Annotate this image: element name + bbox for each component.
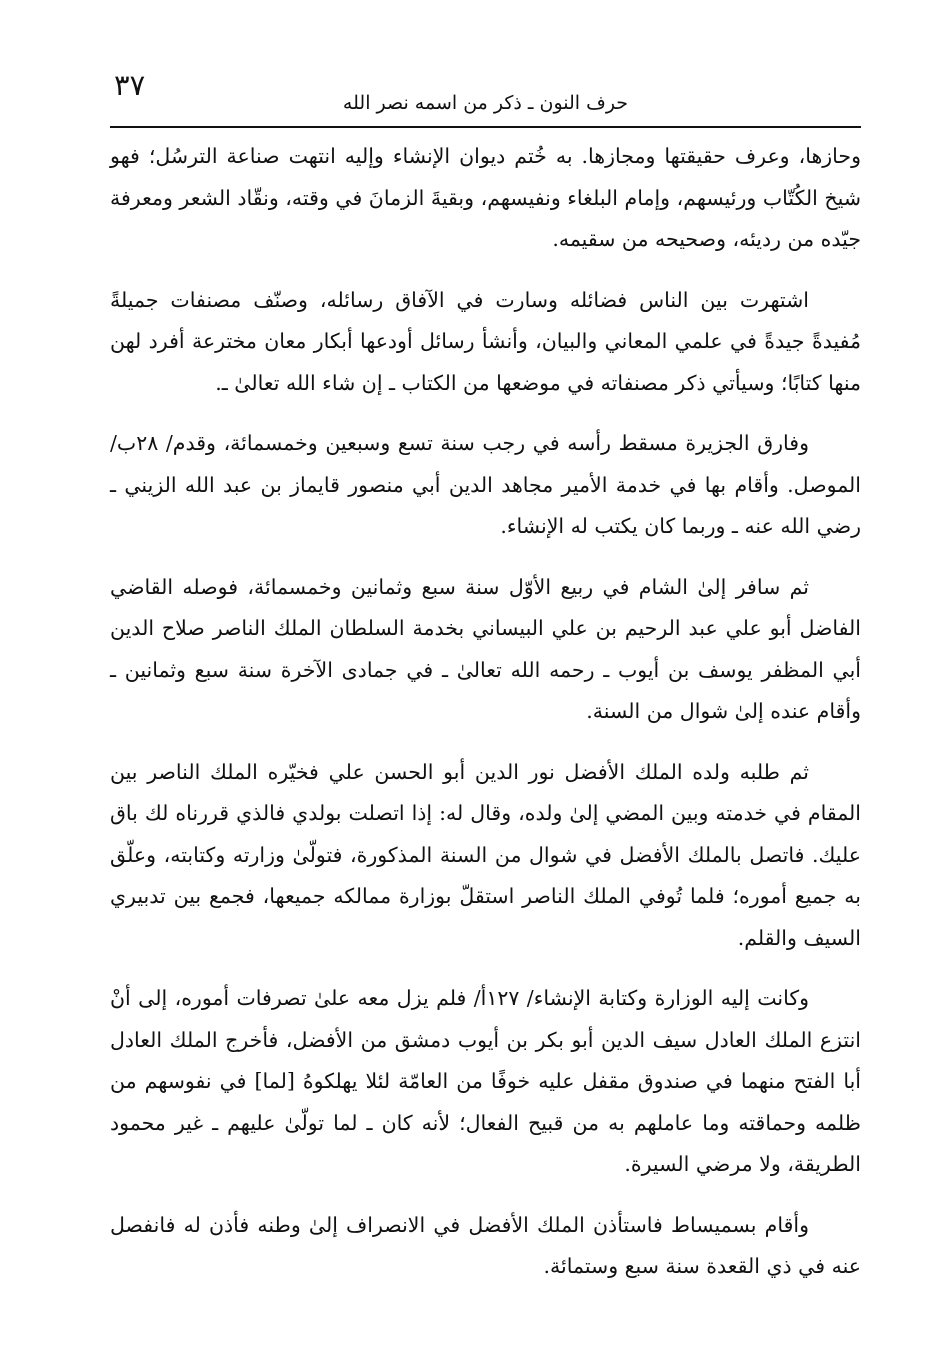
page-number: ٣٧ [114,68,146,102]
page-body [110,136,861,1307]
paragraph: وأقام بسميساط فاستأذن الملك الأفضل في الانصراف إلىٰ وطنه فأذن له فانفصل عنه في ذي القعدة سنة سبع وستمائة. [110,1212,861,1278]
page-header [110,68,861,126]
paragraph: وحازها، وعرف حقيقتها ومجازها. به خُتم ديوان الإنشاء وإليه انتهت صناعة الترسُل؛ فهو شيخ الكُتّاب ورئيسهم، وإمام البلغاء ونفيسهم، وبقيةَ الزمانَ في وقته، ونقّاد الشعر ومعرفة جيّده من رديئه، وصحيحه من سقيمه. [110,144,861,251]
running-title: حرف النون ـ ذكر من اسمه نصر الله [342,92,629,114]
paragraph: وفارق الجزيرة مسقط رأسه في رجب سنة تسع وسبعين وخمسمائة، وقدم/ ٢٨ب/ الموصل. وأقام بها في خدمة الأمير مجاهد الدين أبي منصور قايماز بن عبد الله الزيني ـ رضي الله عنه ـ وربما كان يكتب له الإنشاء. [110,431,861,538]
paragraph: وكانت إليه الوزارة وكتابة الإنشاء/ ١٢٧أ/ فلم يزل معه علىٰ تصرفات أموره، إلى أنْ انتزع الملك العادل سيف الدين أبو بكر بن أيوب دمشق من الأفضل، فأخرج الملك العادل أبا الفتح منهما في صندوق مقفل عليه خوفًا من العامّة لئلا يهلكوهُ [لما] في نفوسهم من ظلمه وحماقته وما عاملهم به من قبيح الفعال؛ لأنه كان ـ لما تولّىٰ عليهم ـ غير محمود الطريقة، ولا مرضي السيرة. [110,986,861,1176]
paragraph: ثم سافر إلىٰ الشام في ربيع الأوّل سنة سبع وثمانين وخمسمائة، فوصله القاضي الفاضل أبو علي عبد الرحيم بن علي البيساني بخدمة السلطان الملك الناصر صلاح الدين أبي المظفر يوسف بن أيوب ـ رحمه الله تعالىٰ ـ في جمادى الآخرة سنة سبع وثمانين ـ وأقام عنده إلىٰ شوال من السنة. [110,574,861,723]
paragraph: ثم طلبه ولده الملك الأفضل نور الدين أبو الحسن علي فخيّره الملك الناصر بين المقام في خدمته وبين المضي إلىٰ ولده، وقال له: إذا اتصلت بولدي فالذي قررناه لك باق عليك. فاتصل بالملك الأفضل في شوال من السنة المذكورة، فتولّىٰ وزارته وكتابته، وعلّق به جميع أموره؛ فلما تُوفي الملك الناصر استقلّ بوزارة ممالكه جميعها، فجمع بين تدبيري السيف والقلم. [110,759,861,950]
paragraph: اشتهرت بين الناس فضائله وسارت في الآفاق رسائله، وصنّف مصنفات جميلةً مُفيدةً جيدةً في علمي المعاني والبيان، وأنشأ رسائل أودعها أبكار معان مخترعة أفرد لهن منها كتابًا؛ وسيأتي ذكر مصنفاته في موضعها من الكتاب ـ إن شاء الله تعالىٰ ـ. [110,287,861,395]
header-divider [110,126,861,128]
